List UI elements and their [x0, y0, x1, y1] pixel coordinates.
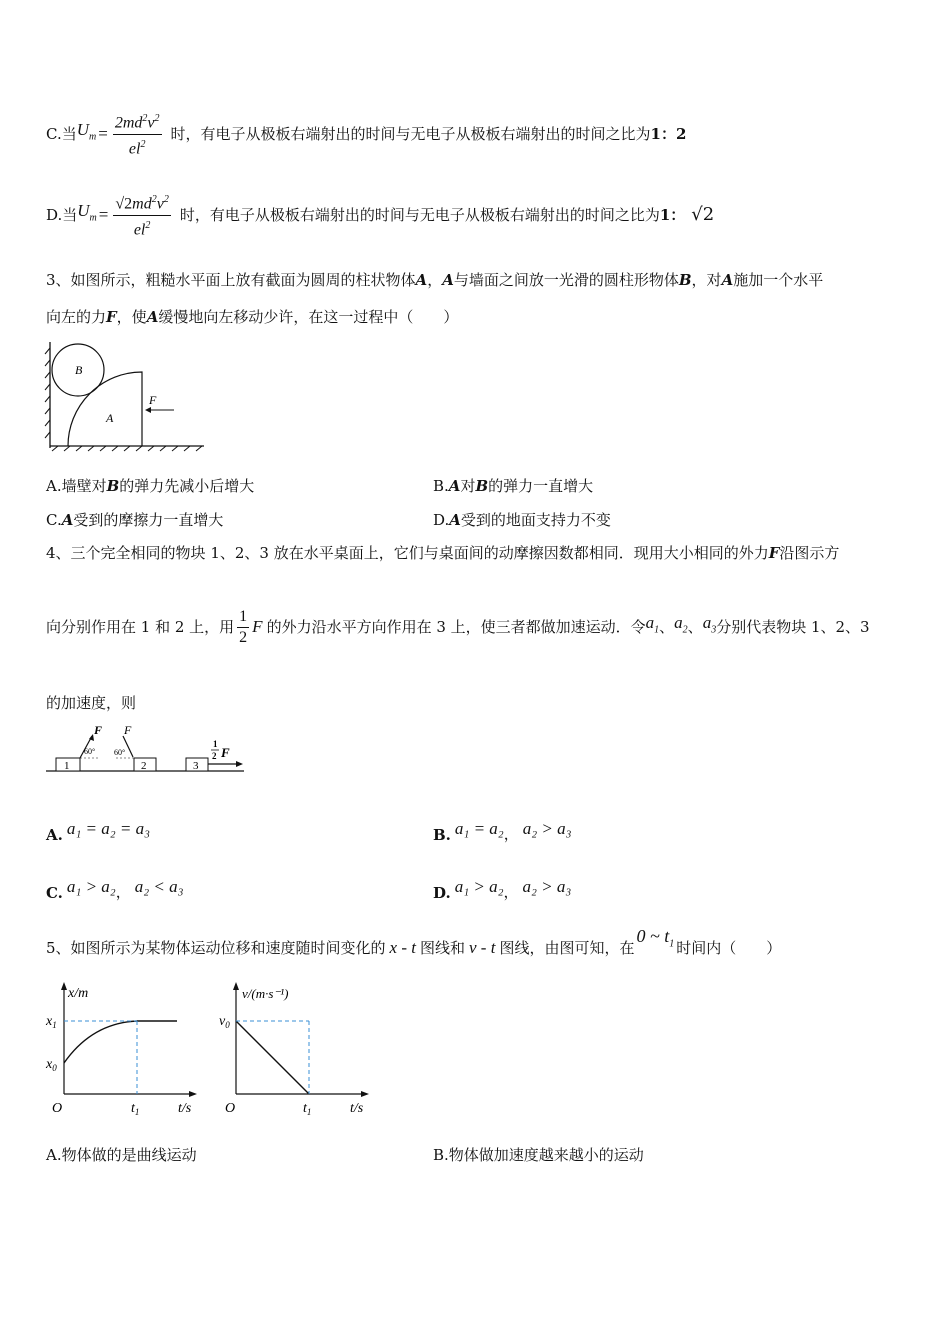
half-den: 2	[212, 751, 217, 761]
q3-option-a[interactable]: A.墙壁对B的弹力先减小后增大	[46, 477, 255, 495]
q4-option-b[interactable]: B. a₁ = a₂ ， a₂ > a₃	[433, 819, 572, 844]
q4-option-c[interactable]: C. a₁ > a₂ ， a₂ < a₃	[46, 877, 184, 902]
vt-ylabel: v/(m·s⁻¹)	[242, 986, 289, 1001]
q3-stem-line1: 3、如图所示，粗糙水平面上放有截面为圆周的柱状物体A，A与墙面之间放一光滑的圆柱形物体B，对A施加一个水平	[46, 271, 824, 289]
q3-option-c[interactable]: C.A受到的摩擦力一直增大	[46, 511, 224, 529]
vt-t1-label: $t_1$	[303, 1101, 312, 1117]
label-b: B	[75, 363, 83, 377]
formula-lhs: $U_m$	[77, 201, 97, 224]
q5-graph-vt	[218, 978, 378, 1118]
angle-2: 60°	[114, 748, 126, 757]
block-1-label: 1	[64, 760, 70, 772]
vt-origin: O	[225, 1101, 236, 1116]
option-c-text: 时，有电子从极板右端射出的时间与无电子从极板右端射出的时间之比为	[170, 125, 651, 143]
formula-fraction: $\frac{√2md^2v^2}{el^2}$	[113, 190, 170, 240]
formula-fraction: $\frac{2md^2v^2}{el^2}$	[113, 109, 162, 159]
option-c-prefix: C.当	[46, 125, 77, 143]
q2-option-c[interactable]	[46, 112, 686, 156]
option-c-ratio: 1：2	[650, 125, 687, 143]
q4-option-d[interactable]: D. a₁ > a₂ ， a₂ > a₃	[433, 877, 572, 902]
xt-ylabel: x/m	[68, 986, 89, 1001]
force-f3: F	[221, 745, 230, 760]
option-d-prefix: D.当	[46, 206, 78, 224]
q4-option-a[interactable]: A. a₁ = a₂ = a₃	[46, 819, 151, 844]
q5-stem: 5、如图所示为某物体运动位移和速度随时间变化的 x - t 图线和 v - t 图线，由图可知，在 0 ~ $t_1$ 时间内（ ）	[46, 925, 782, 957]
xt-x0-label: $x_0$	[46, 1057, 57, 1073]
q2-option-d[interactable]	[46, 190, 714, 240]
q4-stem-line3: 的加速度，则	[46, 694, 137, 712]
xt-origin: O	[52, 1101, 63, 1116]
xt-t1-label: $t_1$	[131, 1101, 140, 1117]
option-d-text: 时，有电子从极板右端射出的时间与无电子从极板右端射出的时间之比为	[179, 206, 660, 224]
block-3-label: 3	[193, 760, 199, 772]
option-d-ratio: 1：	[659, 206, 686, 224]
q3-option-d[interactable]: D.A受到的地面支持力不变	[433, 511, 611, 529]
block-2-label: 2	[141, 760, 147, 772]
q5-option-b[interactable]: B.物体做加速度越来越小的运动	[433, 1146, 644, 1164]
half-num: 1	[213, 739, 218, 749]
equals-sign: =	[98, 124, 108, 143]
force-f2: F	[124, 723, 132, 737]
option-d-ratio-sqrt: √2	[691, 204, 715, 225]
vt-v0-label: $v_0$	[219, 1014, 230, 1030]
vt-xlabel: t/s	[350, 1101, 364, 1116]
xt-xlabel: t/s	[178, 1101, 192, 1116]
formula-lhs: $U_m$	[76, 120, 97, 143]
q4-figure	[44, 722, 248, 774]
equals-sign: =	[98, 205, 109, 224]
q5-option-a[interactable]: A.物体做的是曲线运动	[46, 1146, 197, 1164]
q3-stem-line2: 向左的力F，使A缓慢地向左移动少许，在这一过程中（ ）	[46, 308, 459, 326]
q3-option-b[interactable]: B.A对B的弹力一直增大	[433, 477, 594, 495]
label-f: F	[149, 393, 157, 407]
q4-stem-line2: 向分别作用在 1 和 2 上，用 $\frac{1}{2}$ F 的外力沿水平方向作用在 3 上，使三者都做加速运动．令 $a_1$ 、 $a_2$ 、 $a_3$ 分别代表物块 1、2、3	[46, 607, 870, 646]
angle-1: 60°	[84, 747, 96, 756]
label-a: A	[106, 411, 114, 425]
q5-graph-xt	[42, 978, 202, 1118]
q3-figure	[44, 340, 214, 452]
xt-x1-label: $x_1$	[46, 1014, 57, 1030]
q4-stem-line1: 4、三个完全相同的物块 1、2、3 放在水平桌面上，它们与桌面间的动摩擦因数都相同．现用大小相同的外力F沿图示方	[46, 544, 840, 562]
force-f1: F	[94, 723, 103, 737]
